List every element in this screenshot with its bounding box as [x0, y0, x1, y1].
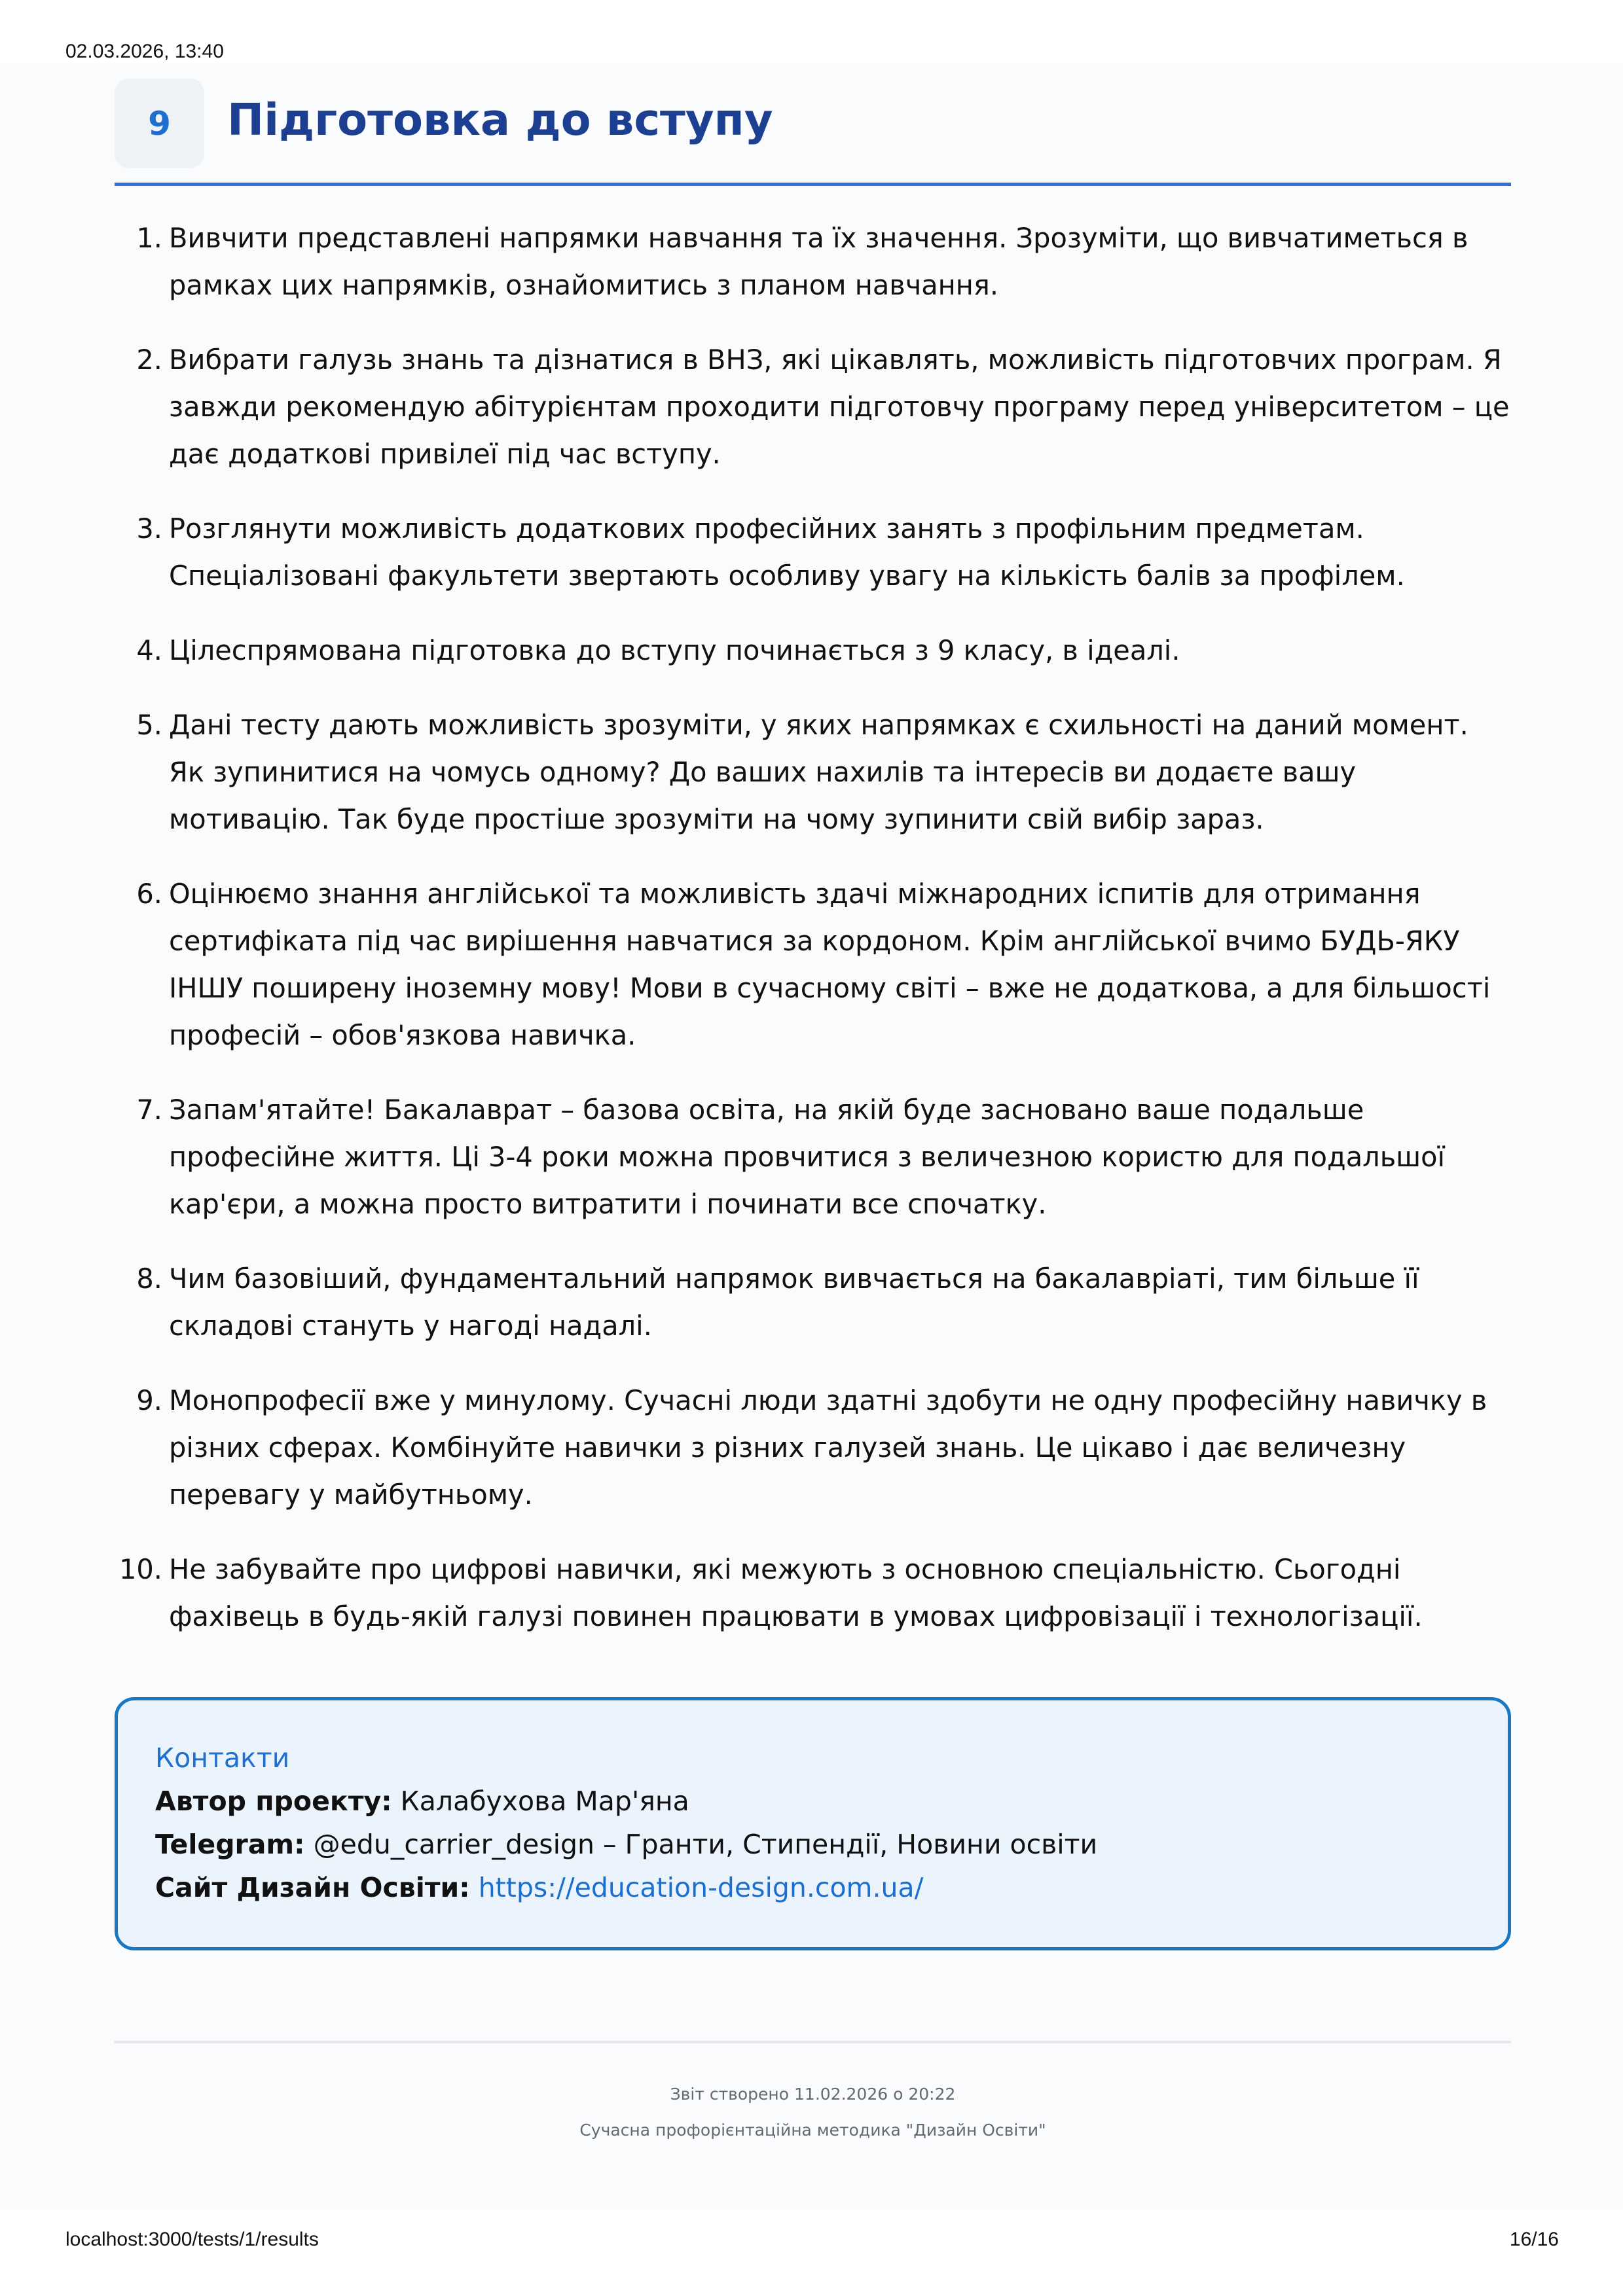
list-item — [136, 336, 1511, 478]
list-item — [136, 870, 1511, 1059]
contacts-box — [115, 1697, 1511, 1950]
list-item-text: Вивчити представлені напрямки навчання та їх значення. Зрозуміти, що вивчатиметься в рамках цих напрямків, ознайомитись з планом навчання. — [169, 222, 1468, 301]
list-item — [119, 1546, 1511, 1640]
report-created-text: Звіт створено 11.02.2026 о 20:22 — [670, 2085, 956, 2104]
list-item-text: Розглянути можливість додаткових професійних занять з профільним предметам. Спеціалізовані факультети звертають особливу увагу на кількість балів за профілем. — [169, 512, 1405, 592]
list-item-text: Чим базовіший, фундаментальний напрямок вивчається на бакалавріаті, тим більше її складові стануть у нагоді надалі. — [169, 1263, 1419, 1342]
list-item-number: 10. — [119, 1553, 162, 1585]
list-item-number: 6. — [136, 878, 162, 910]
footer-divider — [115, 2041, 1511, 2043]
page-number: 16/16 — [1509, 2229, 1559, 2250]
section-number-badge: 9 — [115, 79, 204, 168]
list-item-text: Монопрофесії вже у минулому. Сучасні люди здатні здобути не одну професійну навичку в різних сферах. Комбінуйте навички з різних галузей знань. Це цікаво і дає величезну перевагу у майбутньому. — [169, 1384, 1487, 1511]
list-item — [136, 702, 1511, 843]
telegram-label: Telegram: — [155, 1829, 305, 1860]
list-item — [136, 1086, 1511, 1228]
site-row — [155, 1866, 1508, 1909]
telegram-value: @edu_carrier_design – Гранти, Стипендії, Новини освіти — [313, 1829, 1098, 1860]
list-item — [136, 215, 1511, 309]
list-item-text: Дані тесту дають можливість зрозуміти, у яких напрямках є схильності на даний момент. Як зупинитися на чомусь одному? До ваших нахилів та інтересів ви додаєте вашу мотивацію. Так буде простіше зрозуміти на чому зупинити свій вибір зараз. — [169, 709, 1468, 835]
print-datetime: 02.03.2026, 13:40 — [65, 41, 224, 62]
list-item-number: 9. — [136, 1384, 162, 1416]
contacts-title: Контакти — [155, 1742, 290, 1774]
site-label: Сайт Дизайн Освіти: — [155, 1872, 470, 1903]
list-item-number: 4. — [136, 634, 162, 666]
print-footer-url: localhost:3000/tests/1/results — [65, 2229, 319, 2250]
list-item — [136, 627, 1511, 674]
list-item-number: 1. — [136, 222, 162, 254]
admission-tips-list — [119, 215, 1511, 1668]
list-item — [136, 505, 1511, 600]
methodology-text: Сучасна профорієнтаційна методика "Дизайн Освіти" — [579, 2121, 1046, 2140]
site-link[interactable]: https://education-design.com.ua/ — [478, 1872, 924, 1903]
list-item — [136, 1377, 1511, 1518]
author-row — [155, 1780, 1508, 1823]
list-item-text: Цілеспрямована підготовка до вступу починається з 9 класу, в ідеалі. — [169, 634, 1180, 666]
list-item-number: 7. — [136, 1094, 162, 1126]
list-item-number: 2. — [136, 344, 162, 376]
list-item — [136, 1255, 1511, 1350]
list-item-text: Запам'ятайте! Бакалаврат – базова освіта, на якій буде засновано ваше подальше професійне життя. Ці 3-4 роки можна провчитися з величезною користю для подальшої кар'єри, а можна просто витратити і починати все спочатку. — [169, 1094, 1446, 1220]
list-item-number: 3. — [136, 512, 162, 545]
author-value: Калабухова Мар'яна — [400, 1785, 689, 1817]
section-header — [115, 77, 1511, 186]
author-label: Автор проекту: — [155, 1785, 392, 1817]
telegram-row — [155, 1823, 1508, 1866]
list-item-text: Вибрати галузь знань та дізнатися в ВНЗ, які цікавлять, можливість підготовчих програм. Я завжди рекомендую абітурієнтам проходити підготовчу програму перед університетом – це дає додаткові привілеї під час вступу. — [169, 344, 1510, 470]
section-title: Підготовка до вступу — [227, 94, 773, 145]
list-item-number: 5. — [136, 709, 162, 741]
list-item-text: Не забувайте про цифрові навички, які межують з основною спеціальністю. Сьогодні фахівець в будь-якій галузі повинен працювати в умовах цифровізації і технологізації. — [169, 1553, 1423, 1632]
list-item-text: Оцінюємо знання англійської та можливість здачі міжнародних іспитів для отримання сертифіката під час вирішення навчатися за кордоном. Крім англійської вчимо БУДЬ-ЯКУ ІНШУ поширену іноземну мову! Мови в сучасному світі – вже не додаткова, а для більшості професій – обов'язкова навичка. — [169, 878, 1491, 1051]
list-item-number: 8. — [136, 1263, 162, 1295]
